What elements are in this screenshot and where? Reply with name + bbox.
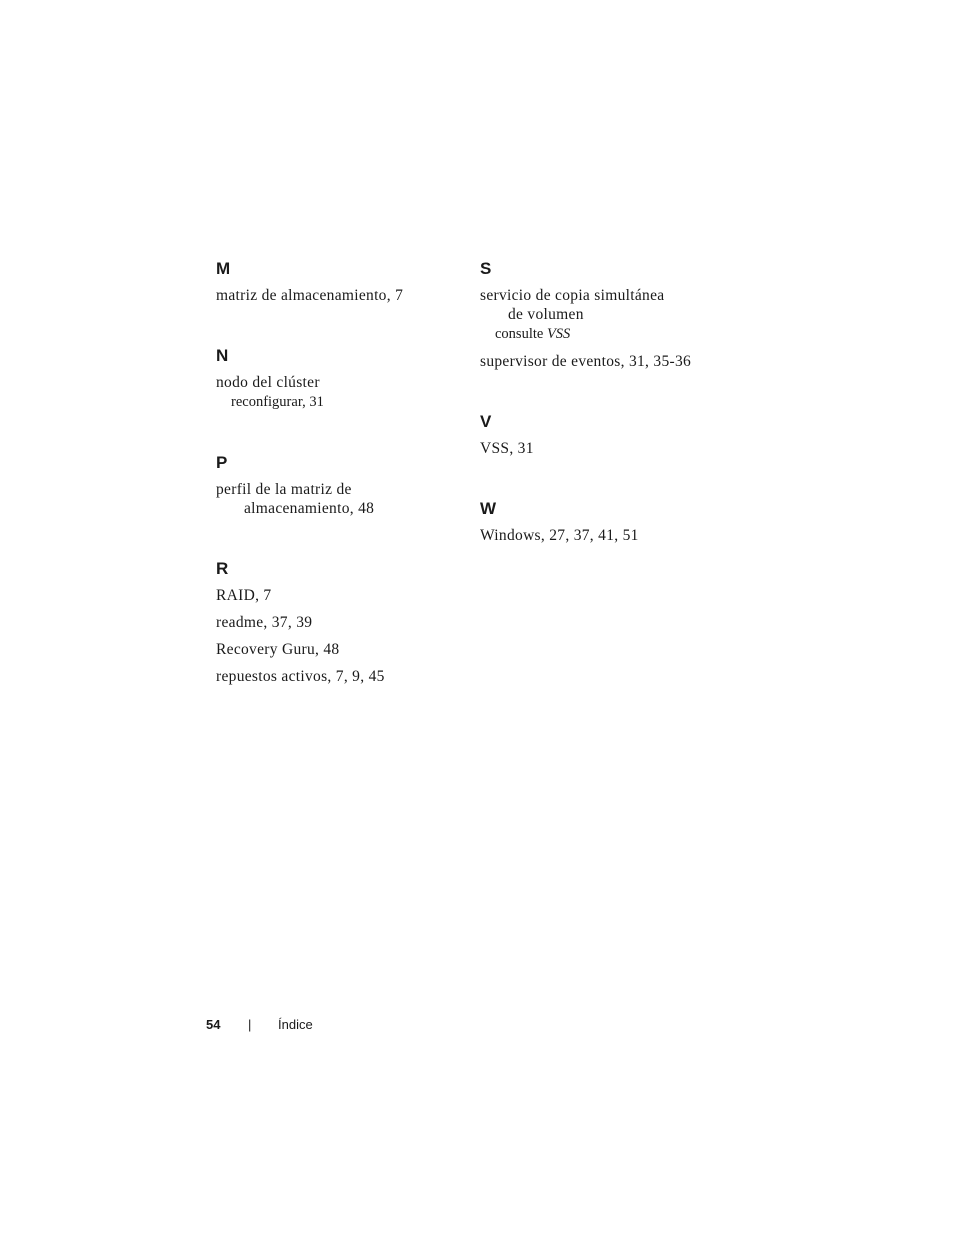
index-section-n — [216, 345, 456, 412]
index-entry — [216, 480, 456, 518]
see-reference: VSS — [546, 326, 571, 342]
section-letter: R — [216, 559, 229, 578]
section-letter: M — [216, 259, 231, 278]
index-column-left — [216, 258, 456, 726]
section-letter: N — [216, 346, 229, 365]
index-section-m — [216, 258, 456, 305]
index-section-w — [480, 498, 730, 545]
footer-separator: | — [248, 1017, 252, 1032]
index-entry: readme, 37, 39 — [216, 614, 313, 631]
index-section-p — [216, 452, 456, 518]
section-letter: W — [480, 499, 497, 518]
index-entry: Windows, 27, 37, 41, 51 — [480, 527, 639, 544]
entry-text: nodo del clúster — [216, 374, 320, 391]
index-entry: Recovery Guru, 48 — [216, 641, 340, 658]
entry-text: perfil de la matriz de — [216, 481, 352, 498]
see-prefix: consulte — [495, 326, 547, 342]
index-section-v — [480, 411, 730, 458]
footer-title: Índice — [278, 1017, 313, 1032]
index-entry: matriz de almacenamiento, 7 — [216, 287, 404, 304]
section-letter: P — [216, 453, 228, 472]
index-column-right — [480, 258, 730, 585]
entry-text: servicio de copia simultánea — [480, 287, 665, 304]
index-section-r — [216, 558, 456, 686]
section-letter: S — [480, 259, 492, 278]
index-entry: supervisor de eventos, 31, 35-36 — [480, 353, 692, 370]
section-letter: V — [480, 412, 492, 431]
index-entry: VSS, 31 — [480, 440, 534, 457]
index-entry — [216, 373, 456, 412]
index-entry: repuestos activos, 7, 9, 45 — [216, 668, 385, 685]
index-entry: RAID, 7 — [216, 587, 272, 604]
index-section-s — [480, 258, 730, 371]
index-entry — [480, 286, 730, 344]
entry-continuation: almacenamiento, 48 — [244, 500, 375, 517]
index-subentry: reconfigurar, 31 — [231, 394, 324, 410]
index-subentry — [480, 325, 730, 344]
page-number: 54 — [206, 1017, 221, 1032]
entry-continuation: de volumen — [508, 306, 584, 323]
